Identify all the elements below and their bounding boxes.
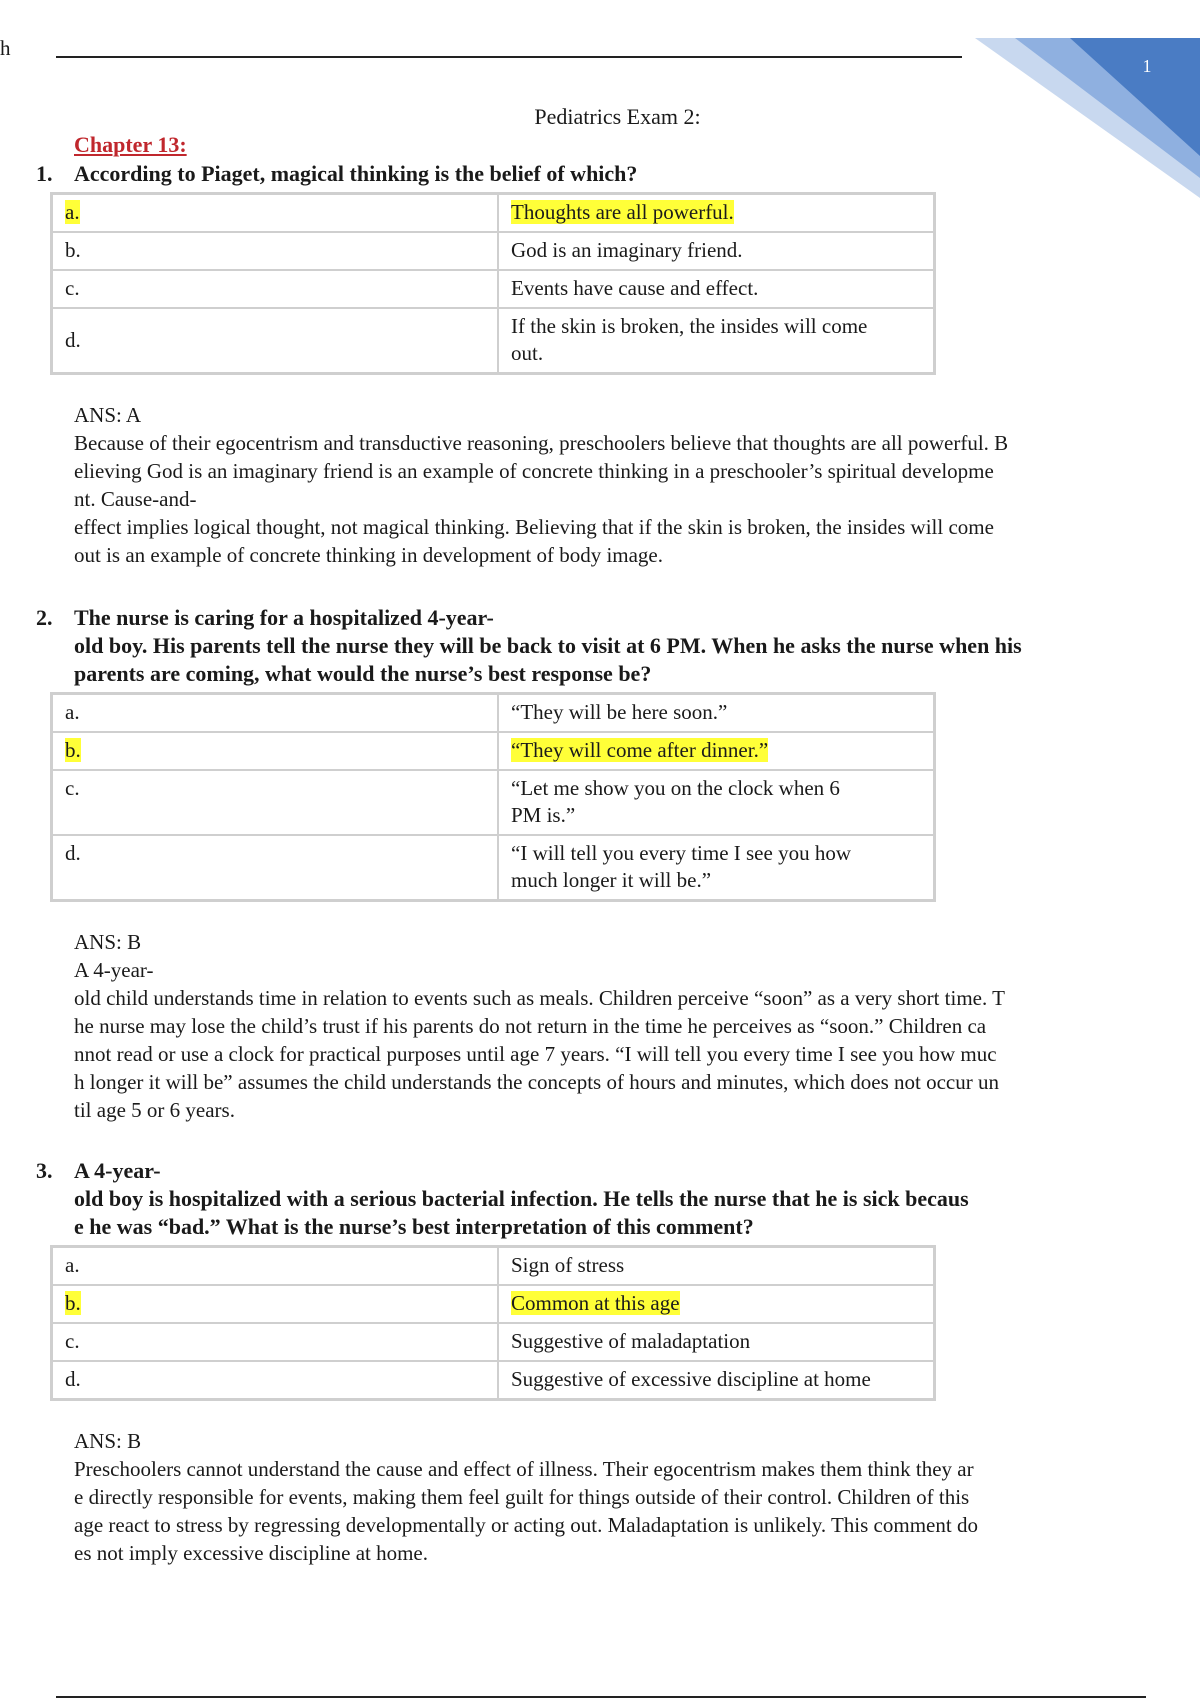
option-row-a (52, 1247, 935, 1286)
question-number: 1. (36, 161, 53, 186)
option-row-b (52, 732, 935, 770)
option-row-d (52, 835, 935, 901)
options-table (50, 692, 936, 902)
option-text: “I will tell you every time I see you how much longer it will be.” (511, 841, 851, 892)
answer-block (74, 928, 1166, 1124)
question-text: According to Piaget, magical thinking is the belief of which? (74, 161, 638, 186)
option-text: “They will come after dinner.” (511, 738, 769, 762)
option-letter: d. (65, 327, 81, 352)
rationale-text: Because of their egocentrism and transductive reasoning, preschoolers believe that thoughts are all powerful. B elieving God is an imaginary friend is an example of concrete thinking in a preschooler’s spiritual developme nt. Cause-and- effect implies logical thought, not magical thinking. Believing that if the skin is broken, the insides will come out is an example of concrete thinking in development of body image. (74, 431, 1009, 567)
option-text: Sign of stress (511, 1253, 625, 1277)
answer-key: ANS: B (74, 930, 142, 954)
option-letter: a. (65, 1253, 80, 1277)
options-table (50, 1245, 936, 1401)
option-text: Suggestive of excessive discipline at home (511, 1367, 871, 1391)
option-letter: d. (65, 1367, 81, 1391)
option-text: Thoughts are all powerful. (511, 200, 734, 224)
question-3 (36, 1157, 1166, 1567)
page-number: 1 (1142, 56, 1152, 76)
option-text: Common at this age (511, 1291, 680, 1315)
option-row-a (52, 694, 935, 733)
corner-letter: h (0, 36, 11, 60)
chapter-heading: Chapter 13: (74, 132, 187, 157)
exam-title: Pediatrics Exam 2: (534, 104, 701, 129)
question-text: A 4-year- old boy is hospitalized with a serious bacterial infection. He tells the nurse that he is sick becaus e he was “bad.” What is the nurse’s best interpretation of this comment? (74, 1158, 969, 1239)
answer-key: ANS: B (74, 1429, 142, 1453)
option-text: Events have cause and effect. (511, 276, 759, 300)
option-letter: c. (65, 776, 80, 800)
option-letter: d. (65, 841, 81, 865)
options-table (50, 192, 936, 375)
question-stem (36, 1157, 1166, 1241)
question-stem (36, 160, 1166, 188)
option-letter: c. (65, 1329, 80, 1353)
option-row-b (52, 232, 935, 270)
rationale-text: Preschoolers cannot understand the cause and effect of illness. Their egocentrism makes them think they ar e directly responsible for events, making them feel guilt for things outside of their control. Children of this age react to stress by regressing developmentally or acting out. Maladaptation is unlikely. This comment do es not imply excessive discipline at home. (74, 1457, 978, 1565)
option-letter: c. (65, 276, 80, 300)
option-letter: b. (65, 738, 81, 762)
rationale-text: A 4-year- old child understands time in relation to events such as meals. Children perceive “soon” as a very short time. T he nurse may lose the child’s trust if his parents do not return in the time he perceives as “soon.” Children ca nnot read or use a clock for practical purposes until age 7 years. “I will tell you every time I see you how muc h longer it will be” assumes the child understands the concepts of hours and minutes, which does not occur un til age 5 or 6 years. (74, 958, 1005, 1122)
question-number: 3. (36, 1158, 53, 1183)
option-text: “They will be here soon.” (511, 700, 728, 724)
option-text: Suggestive of maladaptation (511, 1329, 751, 1353)
option-letter: a. (65, 200, 80, 224)
question-number: 2. (36, 605, 53, 630)
option-row-b (52, 1285, 935, 1323)
option-row-c (52, 270, 935, 308)
answer-block (74, 401, 1166, 569)
option-letter: a. (65, 700, 80, 724)
option-text: If the skin is broken, the insides will come out. (511, 314, 868, 365)
answer-block (74, 1427, 1166, 1567)
header-rule (56, 56, 962, 58)
question-text: The nurse is caring for a hospitalized 4-year- old boy. His parents tell the nurse they will be back to visit at 6 PM. When he asks the nurse when his parents are coming, what would the nurse’s best response be? (74, 605, 1022, 686)
option-row-c (52, 1323, 935, 1361)
option-row-d (52, 1361, 935, 1400)
option-text: “Let me show you on the clock when 6 PM is.” (511, 776, 840, 827)
question-2 (36, 604, 1166, 1124)
question-1 (36, 160, 1166, 569)
option-text: God is an imaginary friend. (511, 238, 743, 262)
option-letter: b. (65, 1291, 81, 1315)
question-stem (36, 604, 1166, 688)
option-row-d (52, 308, 935, 374)
footer-rule (56, 1696, 1146, 1698)
option-letter: b. (65, 238, 81, 262)
option-row-a (52, 194, 935, 233)
answer-key: ANS: A (74, 403, 142, 427)
option-row-c (52, 770, 935, 835)
